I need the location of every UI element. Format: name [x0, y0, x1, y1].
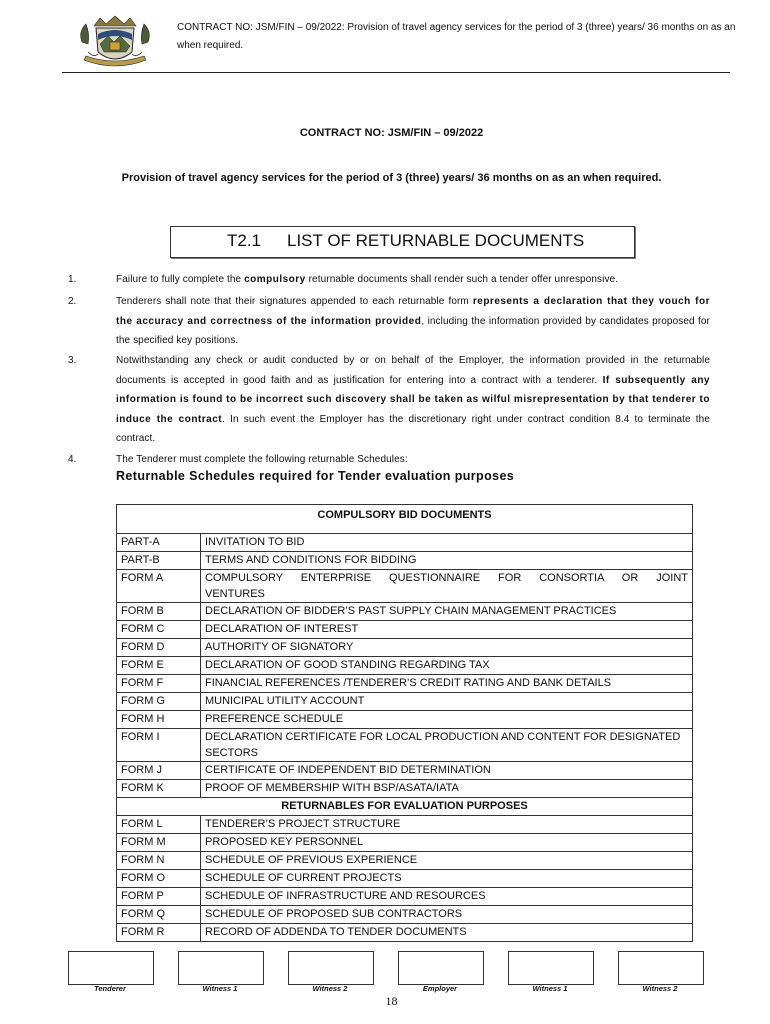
form-title: DECLARATION CERTIFICATE FOR LOCAL PRODUCTION AND CONTENT FOR DESIGNATED SECTORS	[201, 729, 693, 762]
paragraph-number: 1.	[68, 274, 77, 285]
paragraph-text	[116, 450, 710, 470]
signature-box-witness-2[interactable]	[288, 951, 374, 985]
form-code: FORM A	[117, 570, 201, 603]
table-subheader-row	[117, 798, 693, 816]
table-header-row	[117, 505, 693, 534]
form-code: FORM Q	[117, 906, 201, 924]
form-title: SCHEDULE OF INFRASTRUCTURE AND RESOURCES	[201, 888, 693, 906]
signature-box-witness-1[interactable]	[178, 951, 264, 985]
bold-text-run: compulsory	[244, 274, 306, 285]
paragraph-number: 3.	[68, 355, 77, 366]
page-number: 18	[385, 994, 398, 1008]
form-title: PREFERENCE SCHEDULE	[201, 711, 693, 729]
table-row	[117, 888, 693, 906]
form-code: FORM M	[117, 834, 201, 852]
form-code: FORM J	[117, 762, 201, 780]
form-code: FORM I	[117, 729, 201, 762]
form-title: SCHEDULE OF CURRENT PROJECTS	[201, 870, 693, 888]
signature-box-tenderer[interactable]	[68, 951, 154, 985]
table-row	[117, 906, 693, 924]
table-row	[117, 870, 693, 888]
signature-box-employer-witness-2[interactable]	[618, 951, 704, 985]
text-run: The Tenderer must complete the following returnable Schedules:	[116, 454, 408, 465]
form-title: SCHEDULE OF PREVIOUS EXPERIENCE	[201, 852, 693, 870]
text-run: , including the information provided by candidates proposed for the specified key positions.	[116, 315, 710, 346]
signature-box-employer-witness-1[interactable]	[508, 951, 594, 985]
form-code: FORM K	[117, 780, 201, 798]
form-code: FORM C	[117, 621, 201, 639]
bold-text-run: If subsequently any information is found to be incorrect such discovery shall be taken as wilful misrepresentation by that tenderer to induce the contract	[116, 374, 710, 425]
form-code: FORM D	[117, 639, 201, 657]
form-title	[201, 570, 693, 603]
table-row	[117, 603, 693, 621]
table-subheading: RETURNABLES FOR EVALUATION PURPOSES	[117, 798, 693, 816]
running-header: CONTRACT NO: JSM/FIN – 09/2022: Provision of travel agency services for the period of 3 (three) years/ 36 months on as an when required.	[177, 22, 736, 51]
signature-label: Witness 2	[642, 984, 678, 993]
section-heading-box	[170, 226, 635, 258]
signature-label: Witness 2	[312, 984, 348, 993]
section-title: LIST OF RETURNABLE DOCUMENTS	[287, 231, 585, 250]
text-run: returnable documents shall render such a tender offer unresponsive.	[305, 274, 619, 285]
form-code: FORM H	[117, 711, 201, 729]
table-row	[117, 816, 693, 834]
schedules-heading: Returnable Schedules required for Tender evaluation purposes	[116, 469, 515, 483]
text-run: Notwithstanding any check or audit conducted by or on behalf of the Employer, the information provided in the returnable documents is accepted in good faith and as justification for entering into a contract with a tenderer.	[116, 355, 710, 386]
paragraph-text	[116, 292, 710, 351]
provision-title: Provision of travel agency services for the period of 3 (three) years/ 36 months on as an when required.	[121, 172, 662, 184]
table-row	[117, 693, 693, 711]
form-title: FINANCIAL REFERENCES /TENDERER’S CREDIT RATING AND BANK DETAILS	[201, 675, 693, 693]
form-code: FORM N	[117, 852, 201, 870]
paragraph-number: 4.	[68, 454, 77, 465]
form-title: DECLARATION OF GOOD STANDING REGARDING TAX	[201, 657, 693, 675]
form-title-line: COMPULSORY ENTERPRISE QUESTIONNAIRE FOR CONSORTIA OR JOINT	[205, 572, 688, 584]
table-row	[117, 639, 693, 657]
form-title: PROOF OF MEMBERSHIP WITH BSP/ASATA/IATA	[201, 780, 693, 798]
form-code: PART-A	[117, 534, 201, 552]
table-row	[117, 852, 693, 870]
paragraph-number: 2.	[68, 296, 77, 307]
bold-text-run: represents a declaration that they vouch for the accuracy and correctness of the information provided	[116, 296, 710, 327]
form-code: FORM G	[117, 693, 201, 711]
returnable-documents-table	[116, 504, 693, 942]
signature-label: Witness 1	[202, 984, 238, 993]
section-number: T2.1	[227, 231, 262, 250]
municipal-crest-logo	[74, 12, 156, 72]
paragraph-text	[116, 351, 710, 449]
table-row	[117, 657, 693, 675]
table-row	[117, 534, 693, 552]
table-row	[117, 780, 693, 798]
header-divider	[62, 72, 730, 73]
table-row	[117, 762, 693, 780]
form-title: MUNICIPAL UTILITY ACCOUNT	[201, 693, 693, 711]
form-code: FORM F	[117, 675, 201, 693]
form-title: TERMS AND CONDITIONS FOR BIDDING	[201, 552, 693, 570]
form-code: FORM P	[117, 888, 201, 906]
paragraph-text	[116, 270, 710, 290]
text-run: . In such event the Employer has the discretionary right under contract condition 8.4 to terminate the contract.	[116, 413, 710, 444]
form-title: DECLARATION OF BIDDER’S PAST SUPPLY CHAIN MANAGEMENT PRACTICES	[201, 603, 693, 621]
table-row	[117, 834, 693, 852]
table-heading: COMPULSORY BID DOCUMENTS	[117, 505, 693, 534]
table-row	[117, 924, 693, 942]
table-row	[117, 675, 693, 693]
table-row	[117, 711, 693, 729]
form-title: TENDERER’S PROJECT STRUCTURE	[201, 816, 693, 834]
form-code: FORM R	[117, 924, 201, 942]
table-row	[117, 621, 693, 639]
table-row	[117, 552, 693, 570]
signature-label: Witness 1	[532, 984, 568, 993]
form-code: FORM L	[117, 816, 201, 834]
form-code: PART-B	[117, 552, 201, 570]
form-code: FORM O	[117, 870, 201, 888]
contract-title: CONTRACT NO: JSM/FIN – 09/2022	[299, 127, 484, 139]
form-title: CERTIFICATE OF INDEPENDENT BID DETERMINATION	[201, 762, 693, 780]
form-title: AUTHORITY OF SIGNATORY	[201, 639, 693, 657]
form-title: DECLARATION OF INTEREST	[201, 621, 693, 639]
table-row	[117, 729, 693, 762]
table-row	[117, 570, 693, 603]
signature-label: Employer	[422, 984, 458, 993]
signature-box-employer[interactable]	[398, 951, 484, 985]
signature-label: Tenderer	[94, 984, 126, 993]
form-title: SCHEDULE OF PROPOSED SUB CONTRACTORS	[201, 906, 693, 924]
form-code: FORM E	[117, 657, 201, 675]
form-title: PROPOSED KEY PERSONNEL	[201, 834, 693, 852]
form-title: INVITATION TO BID	[201, 534, 693, 552]
form-title: RECORD OF ADDENDA TO TENDER DOCUMENTS	[201, 924, 693, 942]
text-run: Tenderers shall note that their signatures appended to each returnable form	[116, 296, 473, 307]
text-run: Failure to fully complete the	[116, 274, 245, 285]
form-title-line: VENTURES	[205, 588, 265, 600]
form-code: FORM B	[117, 603, 201, 621]
